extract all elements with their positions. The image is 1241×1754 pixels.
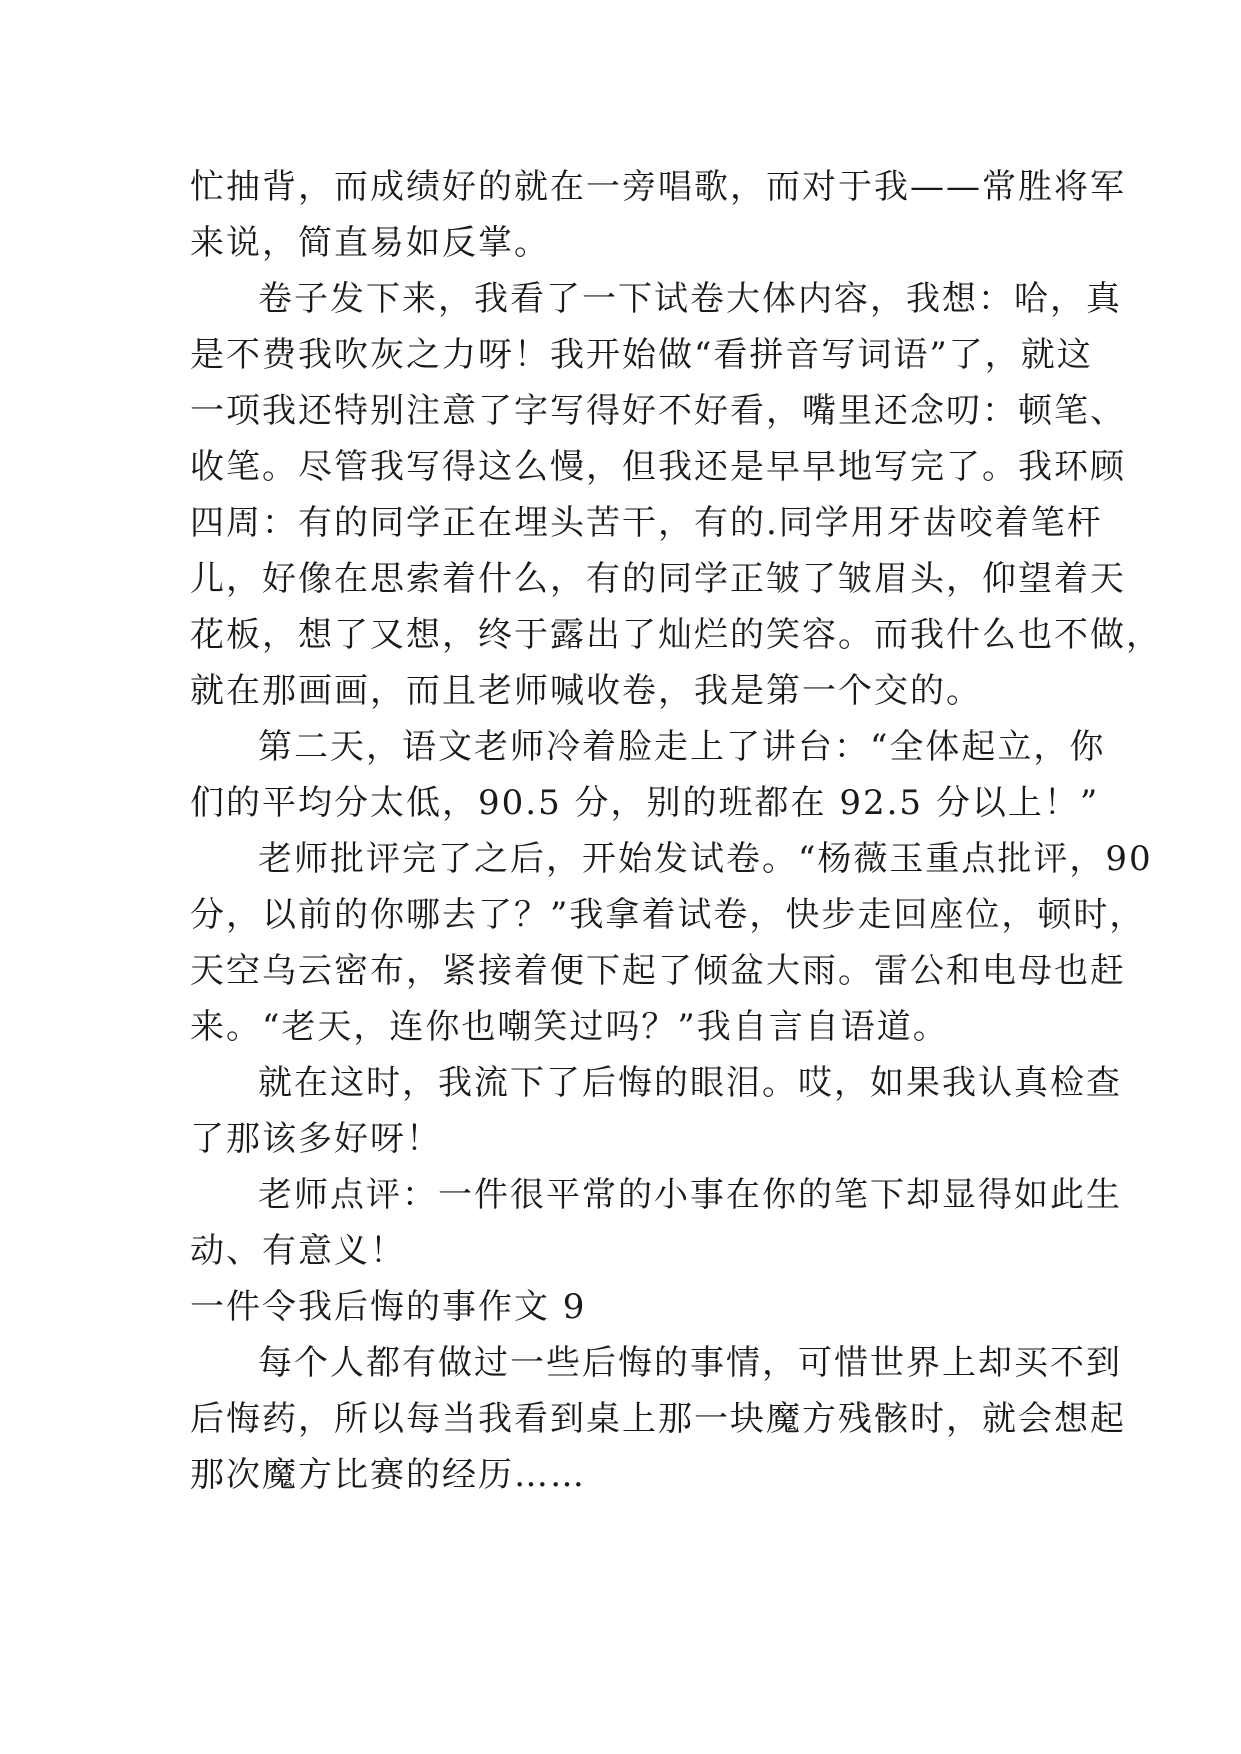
essay-text-block [190, 159, 1162, 1503]
text-line: 就在这时，我流下了后悔的眼泪。哎，如果我认真检查 [258, 1063, 1122, 1103]
text-line: 是不费我吹灰之力呀！我开始做“看拼音写词语”了，就这 [190, 335, 1093, 375]
text-line: 每个人都有做过一些后悔的事情，可惜世界上却买不到 [258, 1343, 1122, 1383]
text-line: 一项我还特别注意了字写得好不好看，嘴里还念叨：顿笔、 [190, 391, 1126, 431]
text-line: 四周：有的同学正在埋头苦干，有的.同学用牙齿咬着笔杆 [190, 503, 1103, 543]
text-line: 了那该多好呀！ [190, 1119, 442, 1159]
text-line: 忙抽背，而成绩好的就在一旁唱歌，而对于我——常胜将军 [190, 167, 1126, 207]
text-line: 第二天，语文老师冷着脸走上了讲台：“全体起立，你 [258, 727, 1106, 767]
text-line: 动、有意义！ [190, 1231, 406, 1271]
text-line: 那次魔方比赛的经历…… [190, 1455, 586, 1495]
section-heading: 一件令我后悔的事作文 9 [190, 1287, 587, 1327]
text-line: 来说，简直易如反掌。 [190, 223, 550, 263]
text-line: 后悔药，所以每当我看到桌上那一块魔方残骸时，就会想起 [190, 1399, 1126, 1439]
text-line: 老师批评完了之后，开始发试卷。“杨薇玉重点批评，90 [258, 839, 1153, 879]
text-line: 花板，想了又想，终于露出了灿烂的笑容。而我什么也不做， [190, 615, 1162, 655]
text-line: 分，以前的你哪去了？”我拿着试卷，快步走回座位，顿时， [190, 895, 1146, 935]
text-line: 来。“老天，连你也嘲笑过吗？”我自言自语道。 [190, 1007, 949, 1047]
text-line: 卷子发下来，我看了一下试卷大体内容，我想：哈，真 [258, 279, 1122, 319]
text-line: 收笔。尽管我写得这么慢，但我还是早早地写完了。我环顾 [190, 447, 1126, 487]
text-line: 儿，好像在思索着什么，有的同学正皱了皱眉头，仰望着天 [190, 559, 1126, 599]
text-line: 老师点评：一件很平常的小事在你的笔下却显得如此生 [258, 1175, 1122, 1215]
text-line: 就在那画画，而且老师喊收卷，我是第一个交的。 [190, 671, 982, 711]
text-line: 们的平均分太低，90.5 分，别的班都在 92.5 分以上！” [190, 783, 1100, 823]
text-line: 天空乌云密布，紧接着便下起了倾盆大雨。雷公和电母也赶 [190, 951, 1126, 991]
